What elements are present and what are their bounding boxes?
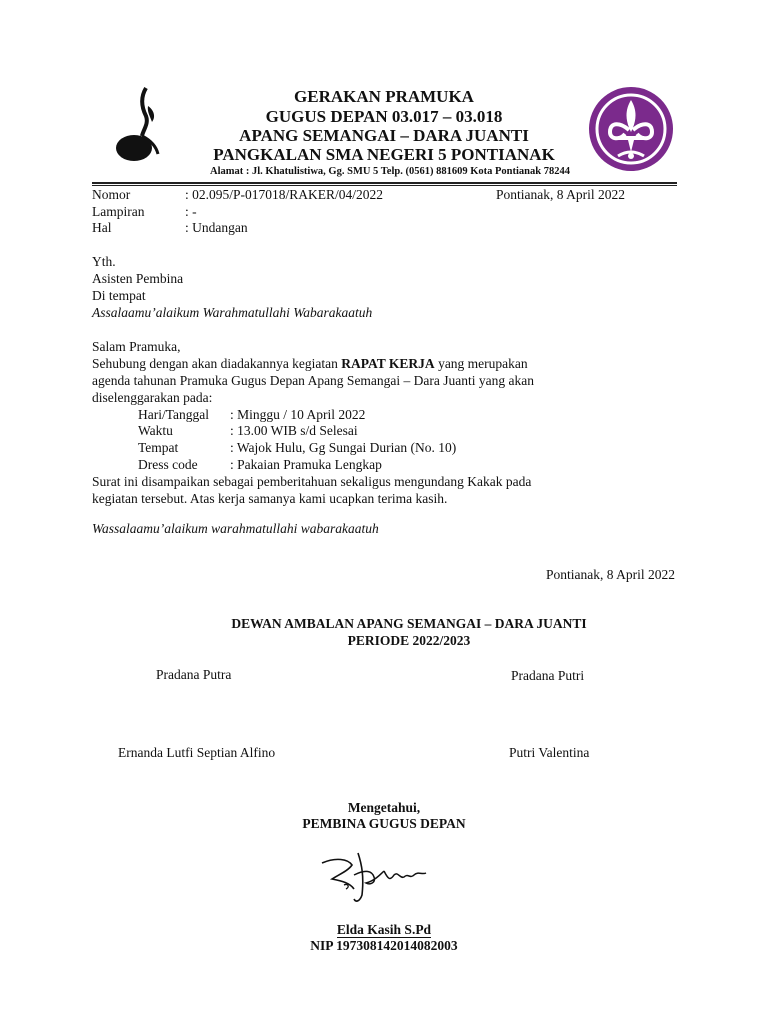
body-paragraph2-line2: kegiatan tersebut. Atas kerja samanya kami ucapkan terima kasih. [92, 491, 448, 506]
recipient-yth: Yth. [92, 254, 116, 269]
hal-label: Hal [92, 220, 112, 235]
signatory-title-left: Pradana Putra [156, 667, 232, 682]
pembina-title: PEMBINA GUGUS DEPAN [302, 816, 466, 831]
letter-date: Pontianak, 8 April 2022 [496, 187, 625, 202]
nomor-label: Nomor [92, 187, 131, 202]
detail-label: Hari/Tanggal [138, 407, 210, 422]
body-paragraph2-line1: Surat ini disampaikan sebagai pemberitahuan sekaligus mengundang Kakak pada [92, 474, 532, 489]
body-text: yang merupakan [434, 356, 528, 371]
letterhead-pangkalan-name: APANG SEMANGAI – DARA JUANTI [239, 126, 529, 145]
org-name: DEWAN AMBALAN APANG SEMANGAI – DARA JUANTI [231, 616, 587, 631]
lampiran-label: Lampiran [92, 204, 145, 219]
salam-pramuka: Salam Pramuka, [92, 339, 181, 354]
letterhead-divider [92, 182, 677, 184]
letterhead-gugus-depan: GUGUS DEPAN 03.017 – 03.018 [265, 107, 503, 126]
pembina-name: Elda Kasih S.Pd [336, 922, 432, 937]
pembina-name-wrapper [134, 921, 634, 938]
opening-greeting: Assalaamu’alaikum Warahmatullahi Wabarakaatuh [92, 305, 373, 320]
letterhead-school: PANGKALAN SMA NEGERI 5 PONTIANAK [213, 145, 555, 164]
detail-value: : 13.00 WIB s/d Selesai [230, 423, 358, 438]
signatory-name-right: Putri Valentina [509, 745, 590, 760]
mengetahui-label: Mengetahui, [347, 800, 421, 815]
letterhead-title: GERAKAN PRAMUKA [294, 87, 474, 106]
signatory-name-left: Ernanda Lutfi Septian Alfino [118, 745, 276, 760]
hal-value: : Undangan [185, 220, 248, 235]
body-paragraph-line2: agenda tahunan Pramuka Gugus Depan Apang Semangai – Dara Juanti yang akan [92, 373, 534, 388]
handwritten-signature [318, 845, 438, 907]
body-paragraph-line3: diselenggarakan pada: [92, 390, 213, 405]
lampiran-value: : - [185, 204, 197, 219]
body-text: Sehubung dengan akan diadakannya kegiatan [92, 356, 342, 371]
recipient-place: Di tempat [92, 288, 146, 303]
detail-label: Waktu [138, 423, 173, 438]
event-name: RAPAT KERJA [341, 356, 435, 371]
recipient-name: Asisten Pembina [92, 271, 184, 286]
detail-value: : Wajok Hulu, Gg Sungai Durian (No. 10) [230, 440, 457, 455]
nomor-value: : 02.095/P-017018/RAKER/04/2022 [185, 187, 384, 202]
org-period: PERIODE 2022/2023 [347, 633, 471, 648]
signatory-title-right: Pradana Putri [511, 668, 585, 683]
detail-value: : Minggu / 10 April 2022 [230, 407, 366, 422]
body-paragraph-line1 [92, 355, 528, 372]
signature-date: Pontianak, 8 April 2022 [546, 567, 675, 582]
detail-label: Dress code [138, 457, 198, 472]
pembina-nip: NIP 197308142014082003 [310, 938, 458, 953]
detail-value: : Pakaian Pramuka Lengkap [230, 457, 382, 472]
letterhead-address: Alamat : Jl. Khatulistiwa, Gg. SMU 5 Telp. (0561) 881609 Kota Pontianak 78244 [210, 166, 570, 177]
closing-greeting: Wassalaamu’alaikum warahmatullahi wabarakaatuh [92, 521, 379, 536]
detail-label: Tempat [138, 440, 179, 455]
